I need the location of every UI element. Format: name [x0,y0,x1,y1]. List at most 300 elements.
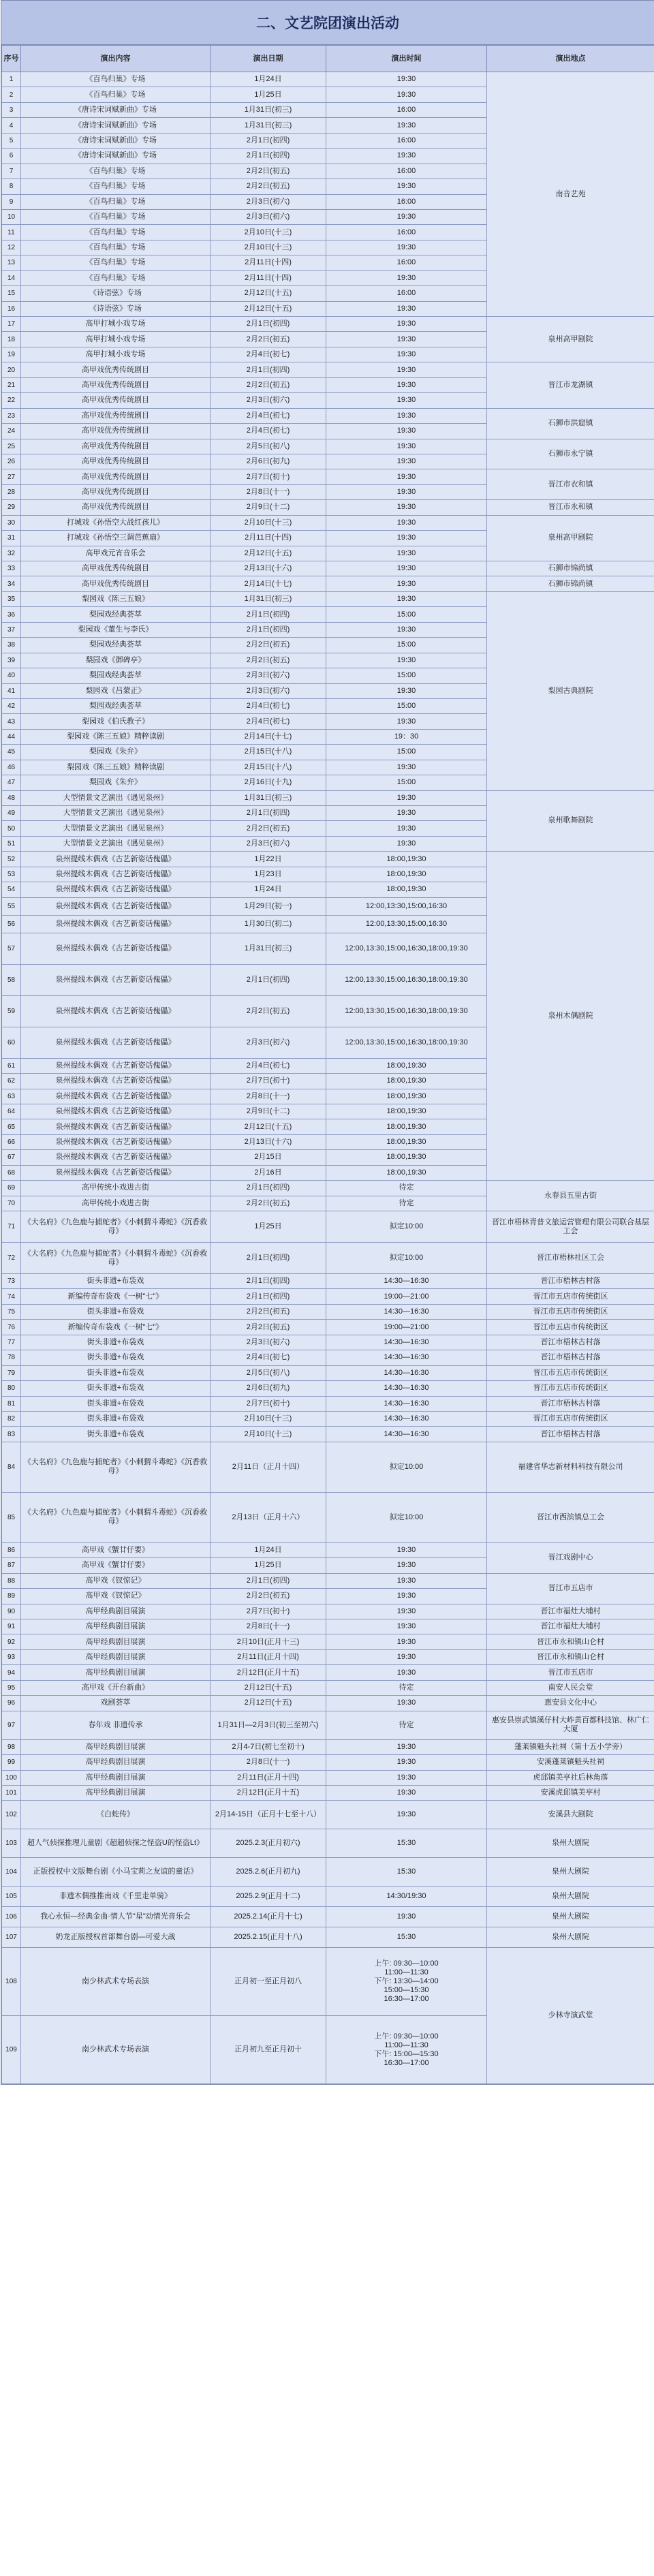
row-venue: 晋江市梧林社区工会 [487,1243,654,1274]
row-time: 19:30 [326,393,487,408]
table-row [2,1211,654,1243]
row-time: 15:00 [326,607,487,622]
row-time: 19:30 [326,821,487,836]
table-row [2,1711,654,1739]
row-content: 《百鸟归巢》专场 [21,209,211,224]
row-time: 19:30 [326,317,487,332]
row-time: 19:30 [326,1619,487,1634]
row-seq: 3 [2,102,21,117]
row-time: 15:30 [326,1829,487,1858]
row-date: 2月11日(十四) [211,531,326,546]
row-seq: 54 [2,882,21,897]
row-seq: 63 [2,1089,21,1104]
row-date: 2月12日(正月十五) [211,1785,326,1800]
row-date: 2月4日(初七) [211,698,326,713]
table-row [2,515,654,530]
header-time: 演出时间 [326,46,487,72]
row-seq: 88 [2,1573,21,1588]
row-venue: 晋江市永和镇 [487,500,654,515]
row-time: 12:00,13:30,15:00,16:30,18:00,19:30 [326,1027,487,1058]
table-row [2,1619,654,1634]
row-date: 2月16日(十九) [211,775,326,790]
row-venue: 晋江市永和镇山仑村 [487,1649,654,1664]
row-content: 春年戏 非遗传承 [21,1711,211,1739]
row-time: 19:30 [326,1770,487,1785]
row-date: 正月初一至正月初八 [211,1948,326,2016]
row-content: 高甲戏《钗惊记》 [21,1589,211,1604]
row-content: 戏剧荟萃 [21,1696,211,1711]
table-row [2,1304,654,1319]
row-venue: 石狮市洪窟镇 [487,408,654,439]
row-seq: 22 [2,393,21,408]
row-time: 15:00 [326,638,487,653]
table-row [2,1755,654,1770]
row-seq: 70 [2,1196,21,1211]
row-time: 19:30 [326,1665,487,1680]
row-date: 2月3日(初六) [211,683,326,698]
row-seq: 106 [2,1907,21,1927]
row-date: 2月2日(初五) [211,995,326,1027]
row-date: 2月11日(正月十四) [211,1649,326,1664]
row-content: 我心永恒—经典金曲·情人节"星"动情光音乐会 [21,1907,211,1927]
row-time: 16:00 [326,225,487,240]
row-seq: 68 [2,1165,21,1180]
table-row [2,1907,654,1927]
row-seq: 32 [2,546,21,561]
row-time: 19:30 [326,546,487,561]
row-date: 2月2日(初五) [211,1320,326,1335]
row-date: 2月1日(初四) [211,806,326,821]
row-content: 高甲经典剧目展演 [21,1634,211,1649]
row-seq: 78 [2,1350,21,1365]
row-time: 19:00—21:00 [326,1320,487,1335]
row-content: 高甲打城小戏专场 [21,317,211,332]
row-content: 梨园戏《董生与李氏》 [21,622,211,637]
row-date: 2月10日(十三) [211,515,326,530]
row-venue: 石狮市锦尚镇 [487,561,654,576]
row-seq: 97 [2,1711,21,1739]
table-row [2,561,654,576]
row-date: 2月12日(十五) [211,1119,326,1134]
row-seq: 94 [2,1665,21,1680]
row-venue: 晋江市五店市传统街区 [487,1304,654,1319]
row-seq: 82 [2,1411,21,1426]
row-time: 19:30 [326,209,487,224]
table-row [2,1442,654,1492]
table-row [2,591,654,606]
row-seq: 73 [2,1274,21,1289]
row-venue: 晋江市西滨镇总工会 [487,1492,654,1542]
row-content: 高甲戏元宵音乐会 [21,546,211,561]
row-time: 14:30—16:30 [326,1304,487,1319]
row-content: 《大名府》《九色鹿与捕蛇者》《小刺猬斗毒蛇》《沉香救母》 [21,1211,211,1243]
row-content: 高甲经典剧目展演 [21,1665,211,1680]
row-content: 泉州提线木偶戏《古艺新姿话傀儡》 [21,1104,211,1119]
row-content: 梨园戏《朱弁》 [21,745,211,760]
row-date: 2月1日(初四) [211,607,326,622]
row-time: 19:30 [326,576,487,591]
row-content: 泉州提线木偶戏《古艺新姿话傀儡》 [21,1089,211,1104]
row-seq: 27 [2,469,21,484]
row-venue: 晋江市梧林青普文旅运营管理有限公司联合基层工会 [487,1211,654,1243]
row-time: 14:30—16:30 [326,1427,487,1442]
row-time: 19:00—21:00 [326,1289,487,1304]
row-venue: 惠安县文化中心 [487,1696,654,1711]
row-date: 2月4日(初七) [211,408,326,423]
row-seq: 57 [2,933,21,964]
row-venue: 晋江市衣和镇 [487,469,654,500]
row-seq: 38 [2,638,21,653]
row-content: 梨园戏《陈三五娘》精粹读剧 [21,729,211,744]
table-row [2,1696,654,1711]
row-date: 2月7日(初十) [211,1604,326,1619]
row-date: 2月4日(初七) [211,347,326,362]
row-date: 2月6日(初九) [211,1381,326,1396]
row-venue: 泉州大剧院 [487,1907,654,1927]
row-content: 高甲戏优秀传统剧目 [21,561,211,576]
row-seq: 21 [2,377,21,392]
row-venue: 梨园古典剧院 [487,591,654,790]
table-row [2,1542,654,1557]
row-time: 19:30 [326,1696,487,1711]
row-date: 1月31日(初三) [211,102,326,117]
row-content: 梨园戏经典荟萃 [21,698,211,713]
row-time: 19:30 [326,515,487,530]
row-content: 大型情景文艺演出《遇见泉州》 [21,806,211,821]
row-venue: 少林寺演武堂 [487,1948,654,2084]
row-date: 1月31日(初三) [211,591,326,606]
row-date: 2月14日(十七) [211,729,326,744]
row-date: 2月2日(初五) [211,653,326,668]
row-content: 高甲经典剧目展演 [21,1770,211,1785]
table-row [2,362,654,377]
row-date: 2月11日(十四) [211,270,326,285]
row-content: 梨园戏《御碑亭》 [21,653,211,668]
row-content: 梨园戏经典荟萃 [21,607,211,622]
row-time: 19:30 [326,240,487,255]
row-time: 19:30 [326,790,487,805]
row-time: 19:30 [326,531,487,546]
row-content: 高甲经典剧目展演 [21,1619,211,1634]
row-date: 2月14-15日（正月十七至十八） [211,1801,326,1829]
row-time: 19:30 [326,270,487,285]
row-seq: 46 [2,760,21,775]
row-content: 《唐诗宋词赋新曲》专场 [21,149,211,164]
row-time: 待定 [326,1181,487,1196]
row-content: 《诗语弦》专场 [21,286,211,301]
table-row [2,439,654,454]
table-row [2,1335,654,1350]
table-row [2,500,654,515]
row-content: 《大名府》《九色鹿与捕蛇者》《小刺猬斗毒蛇》《沉香救母》 [21,1442,211,1492]
row-seq: 75 [2,1304,21,1319]
row-date: 2月4日(初七) [211,1350,326,1365]
row-time: 19:30 [326,836,487,851]
row-date: 2月1日(初四) [211,362,326,377]
row-seq: 51 [2,836,21,851]
row-date: 1月31日(初三) [211,933,326,964]
row-content: 《百鸟归巢》专场 [21,72,211,87]
row-time: 19:30 [326,760,487,775]
row-date: 2月5日(初八) [211,439,326,454]
row-date: 正月初九至正月初十 [211,2016,326,2084]
row-date: 2月10日(十三) [211,1411,326,1426]
row-seq: 13 [2,255,21,270]
row-time: 14:30—16:30 [326,1335,487,1350]
row-time: 16:00 [326,194,487,209]
row-content: 高甲戏优秀传统剧目 [21,469,211,484]
row-time: 12:00,13:30,15:00,16:30 [326,897,487,915]
row-seq: 105 [2,1887,21,1907]
row-date: 2月6日(初九) [211,454,326,469]
row-venue: 晋江市永和镇山仑村 [487,1634,654,1649]
row-date: 1月31日(初三) [211,790,326,805]
row-venue: 晋江市五店市 [487,1573,654,1604]
row-content: 打城戏《孙悟空三调芭蕉扇》 [21,531,211,546]
row-content: 泉州提线木偶戏《古艺新姿话傀儡》 [21,882,211,897]
row-venue: 泉州高甲剧院 [487,515,654,561]
row-seq: 90 [2,1604,21,1619]
row-time: 19:30 [326,1634,487,1649]
row-content: 街头非遗+布袋戏 [21,1335,211,1350]
table-row [2,1801,654,1829]
row-date: 2月8日(十一) [211,1619,326,1634]
row-time: 上午: 09:30—10:00 11:00—11:30 下午: 15:00—15:30 16:30—17:00 [326,2016,487,2084]
row-time: 16:00 [326,133,487,148]
row-seq: 62 [2,1074,21,1089]
row-content: 高甲戏优秀传统剧目 [21,408,211,423]
row-date: 1月31日(初三) [211,118,326,133]
row-seq: 11 [2,225,21,240]
row-content: 街头非遗+布袋戏 [21,1381,211,1396]
row-seq: 103 [2,1829,21,1858]
row-seq: 28 [2,484,21,499]
row-date: 2月1日(初四) [211,133,326,148]
row-seq: 16 [2,301,21,316]
row-seq: 80 [2,1381,21,1396]
row-seq: 83 [2,1427,21,1442]
row-seq: 58 [2,964,21,995]
row-date: 1月22日 [211,852,326,867]
row-seq: 74 [2,1289,21,1304]
row-seq: 66 [2,1134,21,1149]
row-venue: 泉州大剧院 [487,1887,654,1907]
row-seq: 93 [2,1649,21,1664]
row-seq: 102 [2,1801,21,1829]
row-time: 19:30 [326,1573,487,1588]
row-seq: 65 [2,1119,21,1134]
row-date: 2月1日(初四) [211,149,326,164]
table-row [2,72,654,87]
row-seq: 91 [2,1619,21,1634]
row-seq: 84 [2,1442,21,1492]
row-time: 16:00 [326,286,487,301]
row-seq: 77 [2,1335,21,1350]
row-venue: 晋江市梧林古村落 [487,1350,654,1365]
row-seq: 33 [2,561,21,576]
row-time: 19:30 [326,806,487,821]
row-seq: 4 [2,118,21,133]
row-venue: 虎邱镇美亭社后林角落 [487,1770,654,1785]
row-content: 《大名府》《九色鹿与捕蛇者》《小刺猬斗毒蛇》《沉香救母》 [21,1243,211,1274]
row-seq: 26 [2,454,21,469]
row-content: 泉州提线木偶戏《古艺新姿话傀儡》 [21,1119,211,1134]
row-seq: 44 [2,729,21,744]
row-date: 2月2日(初五) [211,332,326,347]
row-content: 《唐诗宋词赋新曲》专场 [21,118,211,133]
row-time: 18:00,19:30 [326,1074,487,1089]
table-row [2,1649,654,1664]
row-venue: 泉州木偶剧院 [487,852,654,1181]
row-date: 2月7日(初十) [211,1396,326,1411]
row-time: 19:30 [326,1542,487,1557]
table-row [2,1665,654,1680]
row-content: 高甲经典剧目展演 [21,1649,211,1664]
row-time: 18:00,19:30 [326,1165,487,1180]
row-time: 19:30 [326,1801,487,1829]
row-venue: 晋江市福灶大埔村 [487,1604,654,1619]
row-time: 18:00,19:30 [326,1150,487,1165]
row-seq: 25 [2,439,21,454]
row-venue: 福建省华志新材料科技有限公司 [487,1442,654,1492]
row-time: 18:00,19:30 [326,867,487,882]
row-seq: 34 [2,576,21,591]
row-venue: 晋江市五店市传统街区 [487,1381,654,1396]
row-content: 高甲戏优秀传统剧目 [21,454,211,469]
row-content: 高甲经典剧目展演 [21,1739,211,1754]
table-row [2,1927,654,1948]
row-content: 泉州提线木偶戏《古艺新姿话傀儡》 [21,852,211,867]
row-date: 2月8日(十一) [211,1089,326,1104]
row-venue: 泉州大剧院 [487,1858,654,1887]
row-seq: 36 [2,607,21,622]
row-time: 14:30—16:30 [326,1365,487,1380]
row-seq: 71 [2,1211,21,1243]
row-seq: 12 [2,240,21,255]
row-content: 正版授权中文版舞台剧《小马宝莉之友谊的童话》 [21,1858,211,1887]
table-row [2,1680,654,1695]
row-seq: 60 [2,1027,21,1058]
row-venue: 石狮市永宁镇 [487,439,654,469]
table-row [2,1181,654,1196]
row-time: 15:00 [326,745,487,760]
row-venue: 安溪县大剧院 [487,1801,654,1829]
row-content: 高甲戏优秀传统剧目 [21,484,211,499]
row-content: 《百鸟归巢》专场 [21,179,211,194]
schedule-table [1,45,654,2084]
row-content: 大型情景文艺演出《遇见泉州》 [21,821,211,836]
table-row [2,1739,654,1754]
row-seq: 2 [2,87,21,102]
row-date: 1月25日 [211,87,326,102]
row-date: 2月11日(十四) [211,255,326,270]
row-seq: 50 [2,821,21,836]
row-venue: 泉州高甲剧院 [487,317,654,362]
row-time: 19:30 [326,301,487,316]
row-date: 2月12日(十五) [211,301,326,316]
row-time: 12:00,13:30,15:00,16:30,18:00,19:30 [326,995,487,1027]
row-time: 16:00 [326,102,487,117]
table-row [2,1427,654,1442]
row-date: 2月1日(初四) [211,1573,326,1588]
row-venue: 泉州大剧院 [487,1829,654,1858]
row-time: 19:30 [326,118,487,133]
row-time: 15:00 [326,775,487,790]
row-time: 19:30 [326,1589,487,1604]
row-content: 《百鸟归巢》专场 [21,194,211,209]
row-date: 2月3日(初六) [211,209,326,224]
row-seq: 7 [2,164,21,179]
row-date: 1月24日 [211,1542,326,1557]
row-date: 2025.2.3(正月初六) [211,1829,326,1858]
row-date: 2月10日(正月十三) [211,1634,326,1649]
row-venue: 晋江市龙湖镇 [487,362,654,408]
row-content: 大型情景文艺演出《遇见泉州》 [21,836,211,851]
table-row [2,1411,654,1426]
row-date: 2月7日(初十) [211,469,326,484]
row-time: 19:30 [326,561,487,576]
row-seq: 10 [2,209,21,224]
row-seq: 81 [2,1396,21,1411]
row-content: 泉州提线木偶戏《古艺新姿话傀儡》 [21,1134,211,1149]
row-time: 拟定10:00 [326,1442,487,1492]
row-seq: 49 [2,806,21,821]
table-row [2,1243,654,1274]
row-seq: 76 [2,1320,21,1335]
row-date: 2月1日(初四) [211,1289,326,1304]
row-time: 18:00,19:30 [326,882,487,897]
row-time: 14:30—16:30 [326,1381,487,1396]
row-date: 2月1日(初四) [211,1243,326,1274]
row-time: 14:30—16:30 [326,1274,487,1289]
row-date: 2月2日(初五) [211,179,326,194]
row-content: 高甲戏《钗惊记》 [21,1573,211,1588]
row-content: 梨园戏《陈三五娘》 [21,591,211,606]
row-time: 待定 [326,1680,487,1695]
row-venue: 晋江市五店市传统街区 [487,1320,654,1335]
row-time: 拟定10:00 [326,1243,487,1274]
row-seq: 41 [2,683,21,698]
row-seq: 52 [2,852,21,867]
row-content: 高甲经典剧目展演 [21,1604,211,1619]
row-date: 2月2日(初五) [211,821,326,836]
row-date: 2月2日(初五) [211,1589,326,1604]
row-time: 19:30 [326,424,487,439]
row-seq: 15 [2,286,21,301]
row-seq: 59 [2,995,21,1027]
table-row [2,1634,654,1649]
row-time: 18:00,19:30 [326,852,487,867]
row-time: 14:30/19:30 [326,1887,487,1907]
row-venue: 晋江市梧林古村落 [487,1274,654,1289]
table-row [2,790,654,805]
row-time: 12:00,13:30,15:00,16:30,18:00,19:30 [326,933,487,964]
row-content: 高甲戏优秀传统剧目 [21,424,211,439]
row-content: 梨园戏经典荟萃 [21,668,211,683]
table-row [2,1573,654,1588]
table-row [2,1350,654,1365]
row-venue: 晋江市梧林古村落 [487,1335,654,1350]
row-content: 《百鸟归巢》专场 [21,240,211,255]
table-row [2,1770,654,1785]
row-seq: 40 [2,668,21,683]
row-content: 《白蛇传》 [21,1801,211,1829]
row-content: 非遗木偶推推南戏《千里走单骑》 [21,1887,211,1907]
row-date: 2月1日(初四) [211,964,326,995]
row-content: 街头非遗+布袋戏 [21,1350,211,1365]
row-date: 1月25日 [211,1211,326,1243]
schedule-page [1,0,654,2085]
